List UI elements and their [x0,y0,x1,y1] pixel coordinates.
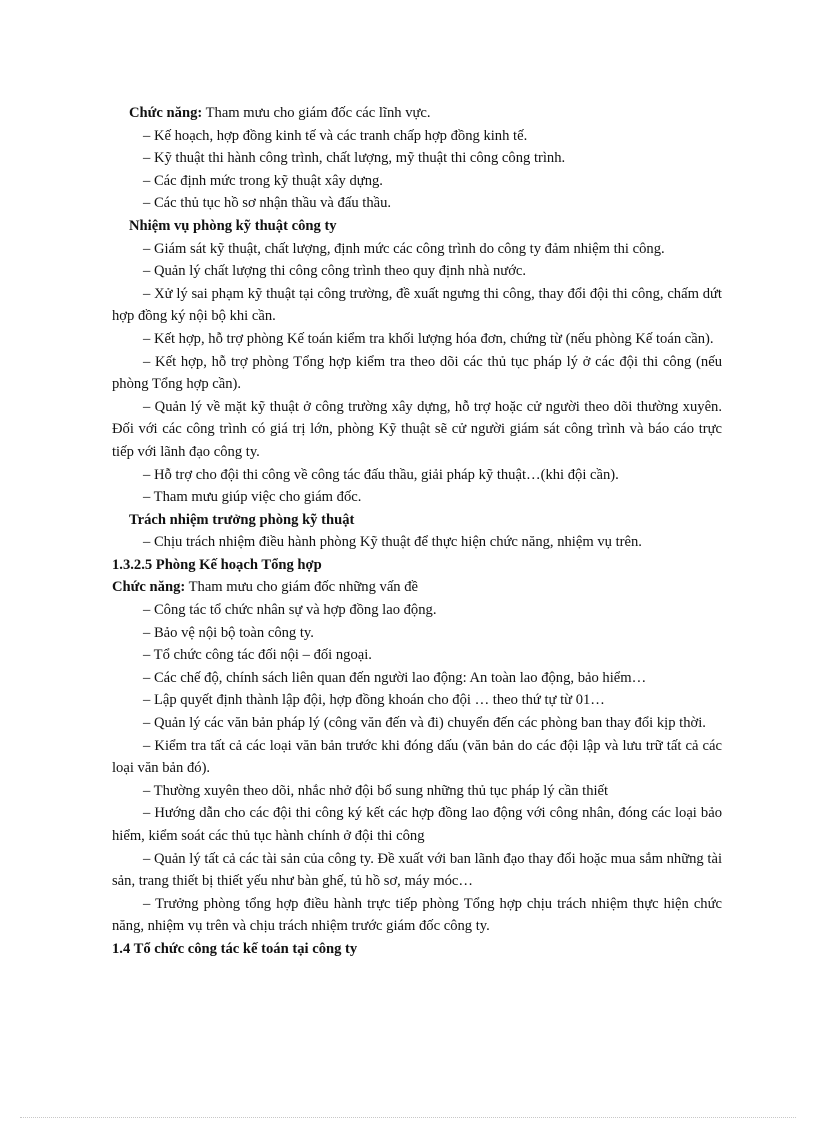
list-item: – Quản lý tất cả các tài sản của công ty. Đề xuất với ban lãnh đạo thay đổi hoặc mua sắm những tài sản, trang thiết bị thiết yếu như bàn ghế, tủ hồ sơ, máy móc… [112,850,722,890]
list-item: – Hướng dẫn cho các đội thi công ký kết các hợp đồng lao động với công nhân, đóng các loại bảo hiểm, kiểm soát các thủ tục hành chính ở đội thi công [112,805,722,844]
list-item: – Lập quyết định thành lập đội, hợp đồng khoán cho đội … theo thứ tự từ 01… [143,692,605,709]
list-item: – Hỗ trợ cho đội thi công về công tác đấu thầu, giải pháp kỹ thuật…(khi đội cần). [143,466,619,483]
function-label-2: Chức năng: [112,579,186,596]
section-heading-tech-head: Trách nhiệm trưởng phòng kỹ thuật [129,511,355,528]
document-page [112,102,722,961]
list-item: – Kiểm tra tất cả các loại văn bản trước khi đóng dấu (văn bản do các đội lập và lưu trữ tất cả các loại văn bản đó). [112,737,722,777]
list-item: – Kế hoạch, hợp đồng kinh tế và các tranh chấp hợp đồng kinh tế. [143,127,528,144]
list-item: – Các chế độ, chính sách liên quan đến người lao động: An toàn lao động, bảo hiểm… [143,669,647,686]
list-item: – Kết hợp, hỗ trợ phòng Kế toán kiểm tra khối lượng hóa đơn, chứng từ (nếu phòng Kế toán cần). [143,330,714,347]
list-item: – Tham mưu giúp việc cho giám đốc. [143,489,362,506]
list-item: – Các định mức trong kỹ thuật xây dựng. [143,172,383,189]
function-paragraph-2 [112,576,722,599]
list-item: – Quản lý về mặt kỹ thuật ở công trường xây dựng, hỗ trợ hoặc cử người theo dõi thường xuyên. Đối với các công trình có giá trị lớn, phòng Kỹ thuật sẽ cử người giám sát công trình và báo cáo trực tiếp với lãnh đạo công ty. [112,398,722,460]
list-item: – Tổ chức công tác đối nội – đối ngoại. [143,647,372,664]
list-item: – Thường xuyên theo dõi, nhắc nhở đội bổ sung những thủ tục pháp lý cần thiết [143,782,609,799]
page-divider [20,1117,796,1118]
function-paragraph-1 [112,102,722,125]
section-heading-1-4: 1.4 Tổ chức công tác kế toán tại công ty [112,940,358,957]
list-item: – Giám sát kỹ thuật, chất lượng, định mức các công trình do công ty đảm nhiệm thi công. [143,240,665,257]
list-item: – Các thủ tục hồ sơ nhận thầu và đấu thầu. [143,195,392,212]
section-heading-1-3-2-5: 1.3.2.5 Phòng Kế hoạch Tổng hợp [112,556,322,573]
list-item: – Quản lý các văn bản pháp lý (công văn đến và đi) chuyển đến các phòng ban thay đổi kịp thời. [143,715,706,732]
list-item: – Bảo vệ nội bộ toàn công ty. [143,624,314,641]
list-item: – Kết hợp, hỗ trợ phòng Tổng hợp kiểm tra theo dõi các thủ tục pháp lý ở các đội thi công (nếu phòng Tổng hợp cần). [112,353,722,393]
list-item: – Chịu trách nhiệm điều hành phòng Kỹ thuật để thực hiện chức năng, nhiệm vụ trên. [143,534,642,551]
list-item: – Quản lý chất lượng thi công công trình theo quy định nhà nước. [143,263,527,280]
list-item: – Xử lý sai phạm kỹ thuật tại công trường, đề xuất ngưng thi công, thay đổi đội thi công, chấm dứt hợp đồng ký nội bộ khi cần. [112,285,722,325]
list-item: – Công tác tổ chức nhân sự và hợp đồng lao động. [143,602,437,619]
list-item: – Trưởng phòng tổng hợp điều hành trực tiếp phòng Tổng hợp chịu trách nhiệm thực hiện chức năng, nhiệm vụ trên và chịu trách nhiệm trước giám đốc công ty. [112,895,722,935]
function-text-2: Tham mưu cho giám đốc những vấn đề [185,579,419,596]
section-heading-tech-duties: Nhiệm vụ phòng kỹ thuật công ty [129,217,337,234]
function-text-1: Tham mưu cho giám đốc các lĩnh vực. [202,105,431,121]
list-item: – Kỹ thuật thi hành công trình, chất lượng, mỹ thuật thi công công trình. [143,150,566,167]
function-label-1: Chức năng: [129,105,203,121]
